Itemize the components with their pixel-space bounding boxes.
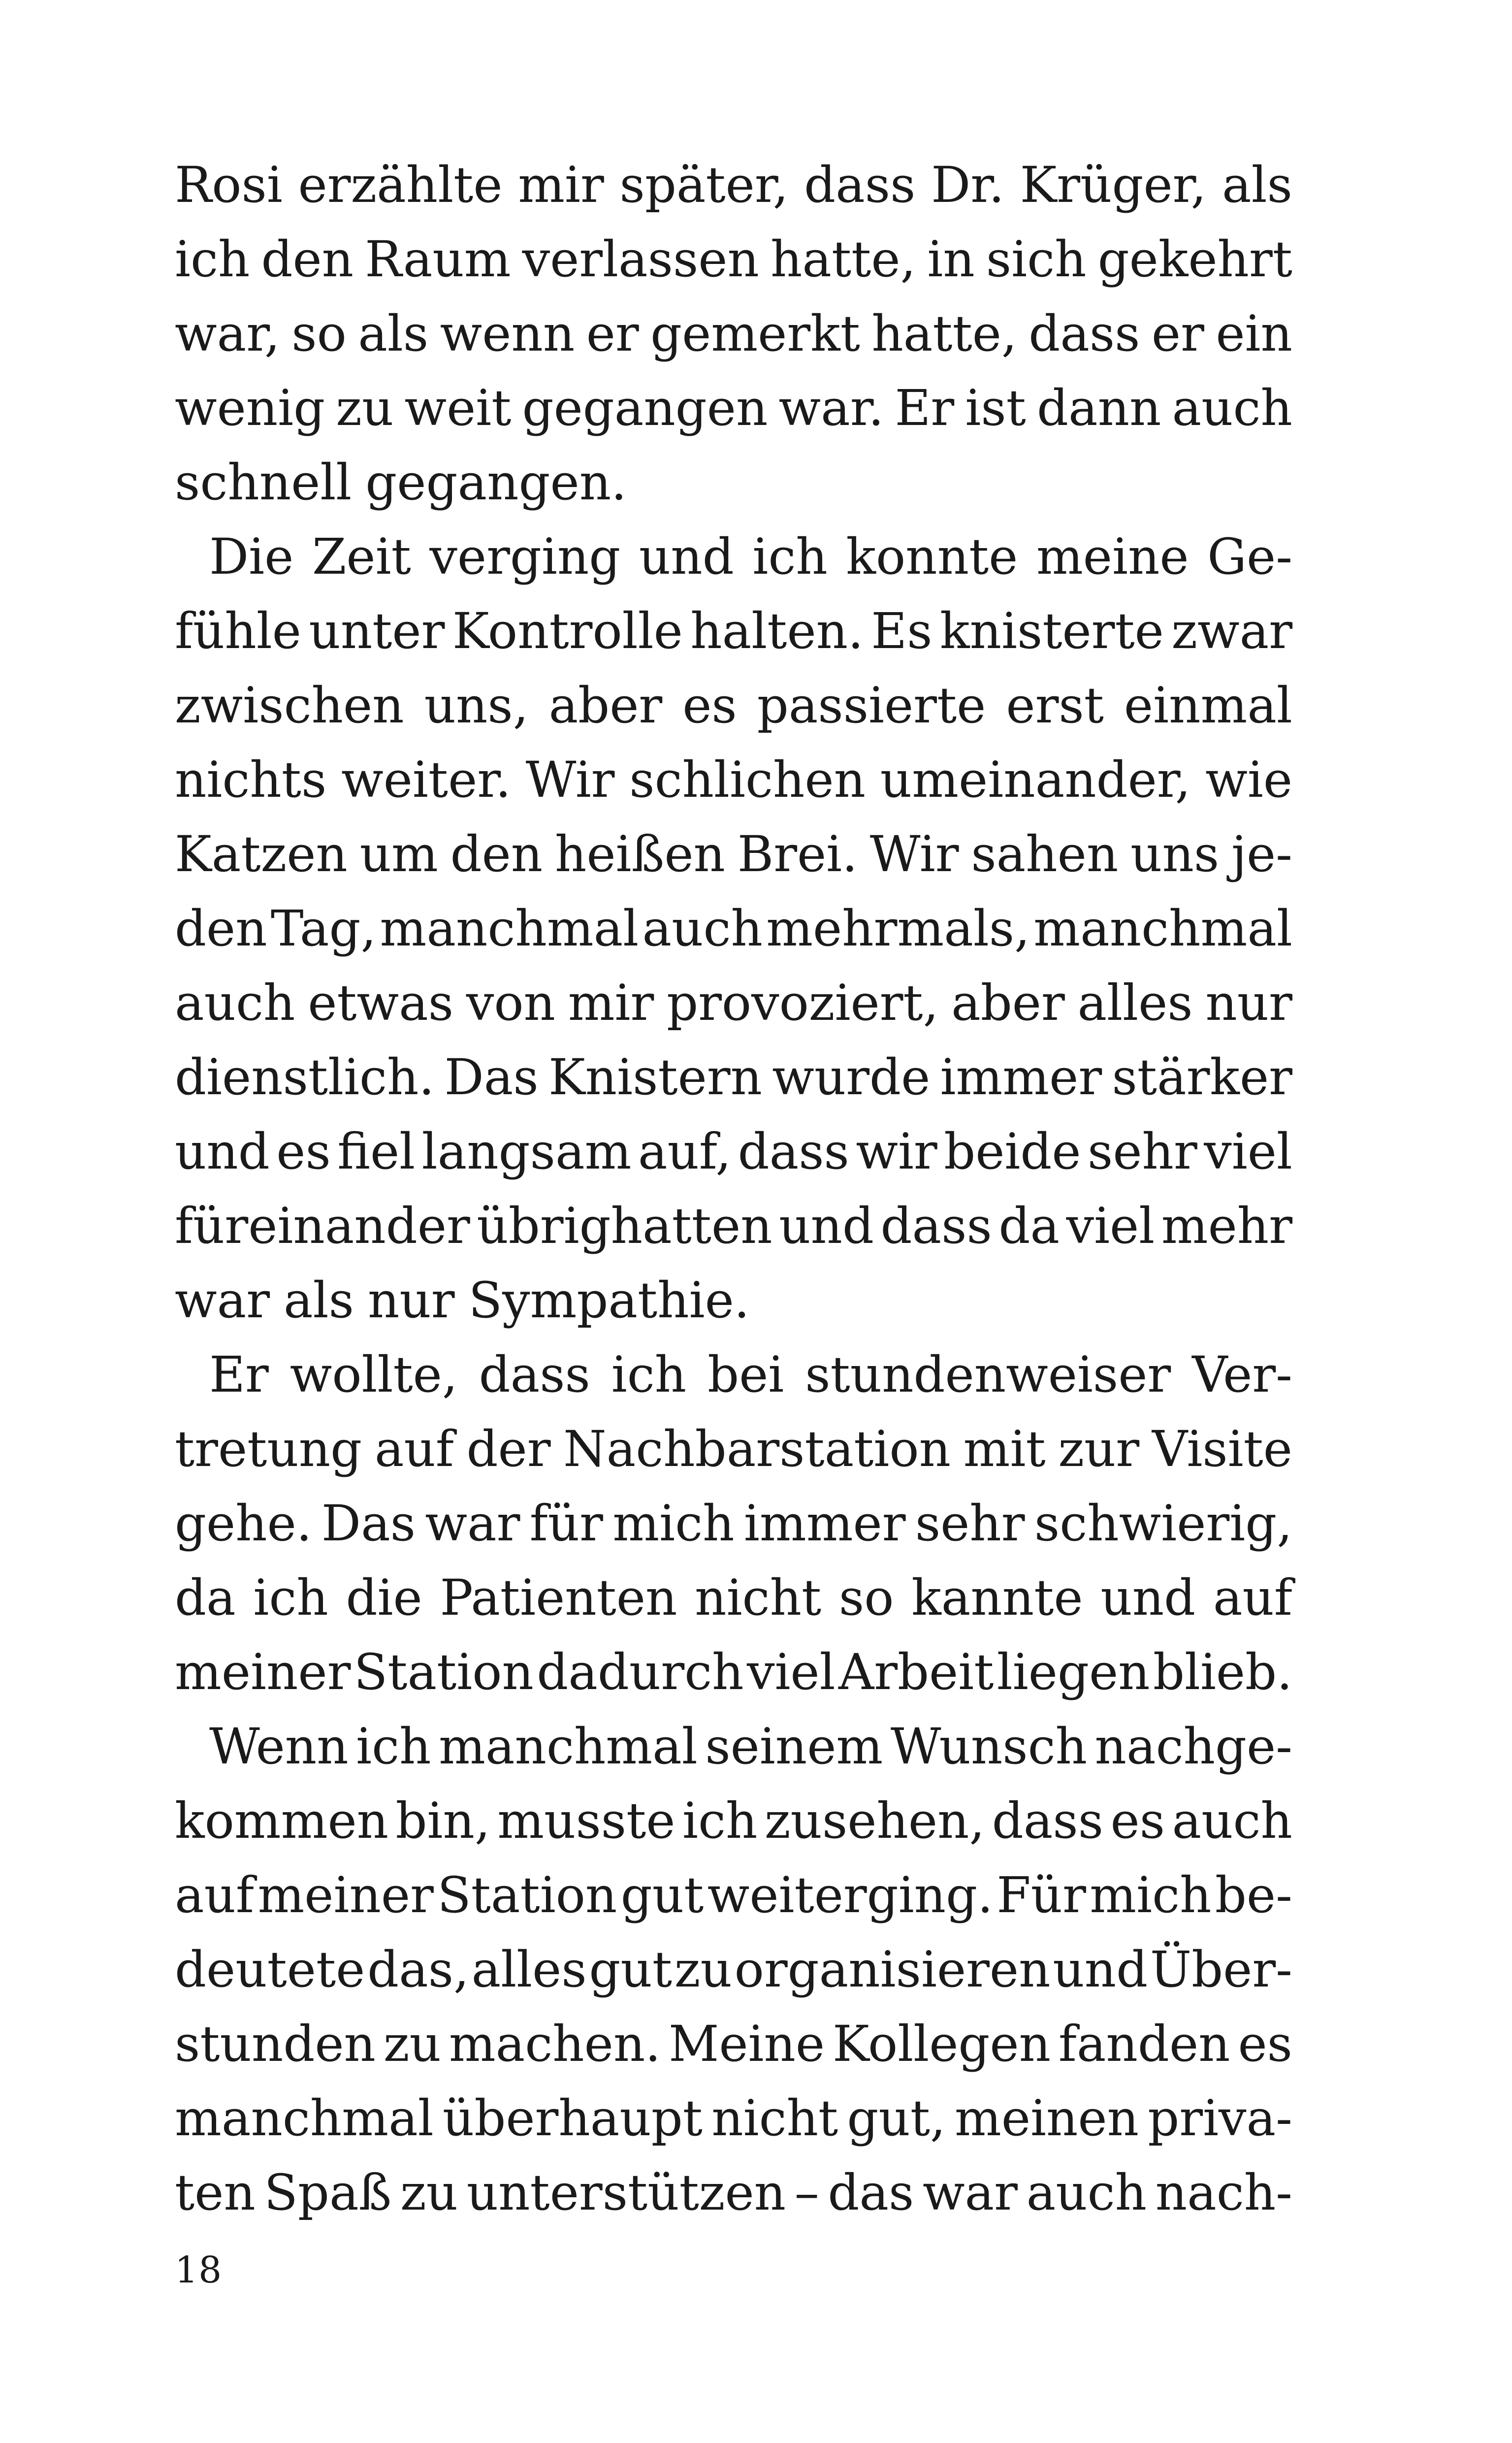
word: nur: [1205, 974, 1292, 1032]
word: wurde: [772, 1048, 931, 1106]
word: hatte,: [770, 230, 916, 288]
word: und: [779, 1197, 874, 1255]
word: Meine: [668, 2015, 825, 2073]
word: bin,: [395, 1792, 490, 1850]
word: Raum: [365, 230, 511, 288]
word: der: [466, 1420, 551, 1478]
word: gut,: [847, 2089, 946, 2147]
word: dass: [804, 156, 916, 214]
word: blieb.: [1153, 1643, 1292, 1701]
word: sich: [986, 230, 1087, 288]
text-line: [175, 1040, 1292, 1114]
word: ich: [611, 1346, 687, 1403]
word: weiterging.: [707, 1866, 993, 1924]
text-line: [175, 1189, 1292, 1263]
word: manchmal: [439, 1718, 698, 1775]
text-line: [175, 1337, 1292, 1412]
word: den: [261, 230, 354, 288]
word: auf: [1213, 1569, 1292, 1627]
word: weit: [404, 379, 512, 437]
word: organisieren: [734, 1941, 1051, 1998]
word: den: [450, 825, 543, 883]
word: priva-: [1148, 2089, 1292, 2147]
word: nicht: [695, 1569, 822, 1627]
word: aber: [548, 677, 663, 734]
word: heißen: [554, 825, 725, 883]
word: Er: [209, 1346, 269, 1403]
word: Visite: [1152, 1420, 1292, 1478]
word: als: [284, 1271, 354, 1329]
word: manchmal: [1033, 900, 1292, 957]
word: das,: [367, 1941, 469, 1998]
word: Sympathie.: [468, 1271, 750, 1329]
word: wie: [1205, 751, 1292, 809]
word: gut: [620, 1866, 704, 1924]
word: Patienten: [440, 1569, 677, 1627]
word: auf: [175, 1866, 255, 1924]
text-line: [175, 817, 1292, 891]
word: er: [586, 305, 639, 362]
word: als: [358, 305, 429, 362]
word: meiner: [257, 1866, 434, 1924]
word: Das: [444, 1048, 539, 1106]
word: viel: [1066, 1197, 1155, 1255]
word: fühle: [175, 602, 301, 660]
word: und: [639, 528, 734, 586]
word: hatte,: [871, 305, 1017, 362]
word: Wenn: [209, 1718, 349, 1775]
word: einmal: [1124, 677, 1292, 734]
word: bei: [708, 1346, 784, 1403]
text-line: [175, 1709, 1292, 1784]
text-line: [175, 2081, 1292, 2155]
word: erst: [1006, 677, 1104, 734]
word: auch: [1172, 379, 1292, 437]
word: mehrmals,: [766, 900, 1030, 957]
word: wenig: [175, 379, 325, 437]
word: weiter.: [341, 751, 511, 809]
word: dadurch: [537, 1643, 744, 1701]
word: beide: [944, 1123, 1081, 1180]
text-line: [175, 1114, 1292, 1189]
word: von: [466, 974, 555, 1032]
word: Über-: [1150, 1941, 1292, 1998]
word: und: [1053, 1941, 1148, 1998]
word: ich: [175, 230, 250, 288]
text-line: [175, 668, 1292, 743]
text-line: [175, 148, 1292, 222]
word: alles: [1077, 974, 1193, 1032]
word: Die: [209, 528, 294, 586]
word: kannte: [911, 1569, 1083, 1627]
word: zur: [1058, 1420, 1140, 1478]
word: auch: [175, 974, 295, 1032]
word: so: [291, 305, 347, 362]
word: gut: [589, 1941, 673, 1998]
body-text: [175, 148, 1292, 2230]
text-line: [175, 222, 1292, 296]
word: Wir: [525, 751, 615, 809]
word: zwar: [1171, 602, 1292, 660]
page-number: 18: [175, 2249, 223, 2291]
word: Es: [871, 602, 933, 660]
word: die: [346, 1569, 422, 1627]
word: Dr.: [931, 156, 1004, 214]
word: Krüger,: [1020, 156, 1207, 214]
word: dass: [1029, 305, 1140, 362]
text-line: [175, 520, 1292, 594]
word: meinen: [955, 2089, 1139, 2147]
word: und: [175, 1123, 270, 1180]
word: wollte,: [290, 1346, 458, 1403]
text-line: [175, 1486, 1292, 1561]
word: Zeit: [312, 528, 411, 586]
word: Ver-: [1192, 1346, 1292, 1403]
text-line: [175, 891, 1292, 966]
word: es: [1238, 2015, 1292, 2073]
word: so: [838, 1569, 894, 1627]
word: manchmal: [380, 900, 639, 957]
word: er: [1151, 305, 1204, 362]
word: schlichen: [629, 751, 866, 809]
word: immer: [743, 1495, 906, 1552]
word: Wir: [869, 825, 959, 883]
word: gemerkt: [650, 305, 860, 362]
word: nichts: [175, 751, 327, 809]
word: auf: [374, 1420, 454, 1478]
word: be-: [1215, 1866, 1292, 1924]
word: viel: [746, 1643, 836, 1701]
word: mehr: [1161, 1197, 1292, 1255]
word: es: [276, 1123, 331, 1180]
word: da: [175, 1569, 236, 1627]
word: wir: [856, 1123, 937, 1180]
word: zu: [336, 379, 394, 437]
word: zu: [400, 2164, 458, 2221]
word: seinem: [705, 1718, 883, 1775]
word: liegen: [997, 1643, 1150, 1701]
word: gehe.: [175, 1495, 312, 1552]
word: Brei.: [737, 825, 858, 883]
text-line: [175, 445, 1292, 520]
word: dass: [738, 1123, 849, 1180]
text-line: [175, 371, 1292, 445]
word: dass: [880, 1197, 992, 1255]
word: sehr: [915, 1495, 1025, 1552]
word: war,: [175, 305, 280, 362]
word: mir: [518, 156, 604, 214]
text-line: [175, 2007, 1292, 2081]
text-line: [175, 1932, 1292, 2007]
word: kommen: [175, 1792, 389, 1850]
word: uns: [1130, 825, 1220, 883]
word: es: [682, 677, 737, 734]
text-line: [175, 1263, 1292, 1337]
word: ist: [965, 379, 1026, 437]
word: fanden: [1058, 2015, 1230, 2073]
word: nachge-: [1094, 1718, 1292, 1775]
word: konnte: [846, 528, 1018, 586]
word: umeinander,: [880, 751, 1191, 809]
word: ten: [175, 2164, 256, 2221]
word: zu: [674, 1941, 732, 1998]
word: Katzen: [175, 825, 348, 883]
word: ein: [1216, 305, 1292, 362]
word: unterstützen: [466, 2164, 786, 2221]
word: um: [359, 825, 438, 883]
word: fiel: [337, 1123, 416, 1180]
word: immer: [940, 1048, 1102, 1106]
text-line: [175, 296, 1292, 371]
word: langsam: [421, 1123, 632, 1180]
word: sehr: [1088, 1123, 1197, 1180]
word: überhaupt: [442, 2089, 703, 2147]
word: Spaß: [264, 2164, 392, 2221]
word: das: [828, 2164, 914, 2221]
word: ich: [253, 1569, 328, 1627]
word: uns,: [424, 677, 529, 734]
word: nach-: [1155, 2164, 1292, 2221]
word: zu: [383, 2015, 441, 2073]
word: erzählte: [298, 156, 503, 214]
word: mir: [568, 974, 654, 1032]
word: da: [998, 1197, 1060, 1255]
text-line: [175, 1412, 1292, 1486]
word: je-: [1231, 825, 1292, 883]
word: auch: [1172, 1792, 1292, 1850]
text-line: [175, 1858, 1292, 1932]
word: mich: [1090, 1866, 1212, 1924]
word: manchmal: [175, 2089, 434, 2147]
text-line: [175, 2155, 1292, 2230]
word: dienstlich.: [175, 1048, 435, 1106]
word: auf,: [638, 1123, 732, 1180]
word: auch: [642, 900, 763, 957]
word: den: [175, 900, 267, 957]
word: ich: [752, 528, 828, 586]
word: halten.: [690, 602, 864, 660]
word: etwas: [308, 974, 454, 1032]
word: unter: [309, 602, 445, 660]
word: tretung: [175, 1420, 362, 1478]
word: später,: [619, 156, 789, 214]
word: zusehen,: [764, 1792, 985, 1850]
word: Station: [437, 1866, 617, 1924]
word: gegangen.: [365, 454, 627, 511]
word: gekehrt: [1097, 230, 1292, 288]
word: Tag,: [270, 900, 377, 957]
text-line: [175, 966, 1292, 1040]
word: provoziert,: [667, 974, 939, 1032]
word: nicht: [711, 2089, 838, 2147]
word: Station: [354, 1643, 534, 1701]
word: Wunsch: [890, 1718, 1088, 1775]
word: viel: [1204, 1123, 1292, 1180]
word: war: [425, 1495, 520, 1552]
word: musste: [497, 1792, 676, 1850]
word: war: [922, 2164, 1018, 2221]
word: als: [1222, 156, 1292, 214]
word: wenn: [440, 305, 575, 362]
text-line: [175, 1561, 1292, 1635]
text-line: [175, 594, 1292, 668]
word: Er: [895, 379, 955, 437]
word: zwischen: [175, 677, 404, 734]
word: verlassen: [522, 230, 759, 288]
word: übrighatten: [477, 1197, 772, 1255]
word: schwierig,: [1034, 1495, 1292, 1552]
word: in: [927, 230, 975, 288]
word: stärker: [1112, 1048, 1292, 1106]
word: aber: [951, 974, 1065, 1032]
word: Nachbarstation: [563, 1420, 951, 1478]
word: Rosi: [175, 156, 283, 214]
word: meine: [1036, 528, 1189, 586]
word: sahen: [971, 825, 1119, 883]
text-line: [175, 1784, 1292, 1858]
word: Kontrolle: [452, 602, 683, 660]
word: alles: [471, 1941, 587, 1998]
word: dass: [992, 1792, 1104, 1850]
word: war.: [778, 379, 884, 437]
word: mit: [963, 1420, 1046, 1478]
text-line: [175, 743, 1292, 817]
word: dann: [1036, 379, 1161, 437]
word: meiner: [175, 1643, 351, 1701]
word: Das: [321, 1495, 416, 1552]
word: schnell: [175, 454, 352, 511]
word: machen.: [449, 2015, 661, 2073]
word: auch: [1026, 2164, 1147, 2221]
word: Für: [997, 1866, 1086, 1924]
word: verging: [429, 528, 621, 586]
word: ich: [682, 1792, 758, 1850]
word: stundenweiser: [805, 1346, 1171, 1403]
word: Kollegen: [833, 2015, 1051, 2073]
text-line: [175, 1635, 1292, 1709]
word: Ge-: [1207, 528, 1292, 586]
word: mich: [612, 1495, 735, 1552]
word: gegangen: [522, 379, 768, 437]
word: es: [1110, 1792, 1165, 1850]
word: deutete: [175, 1941, 365, 1998]
word: und: [1100, 1569, 1196, 1627]
word: nur: [367, 1271, 455, 1329]
word: Knistern: [548, 1048, 762, 1106]
word: stunden: [175, 2015, 376, 2073]
word: knisterte: [940, 602, 1164, 660]
word: für: [529, 1495, 603, 1552]
word: füreinander: [175, 1197, 470, 1255]
word: passierte: [757, 677, 986, 734]
word: dass: [479, 1346, 590, 1403]
word: Arbeit: [838, 1643, 994, 1701]
word: war: [175, 1271, 270, 1329]
word: ich: [356, 1718, 431, 1775]
word: –: [794, 2164, 819, 2221]
